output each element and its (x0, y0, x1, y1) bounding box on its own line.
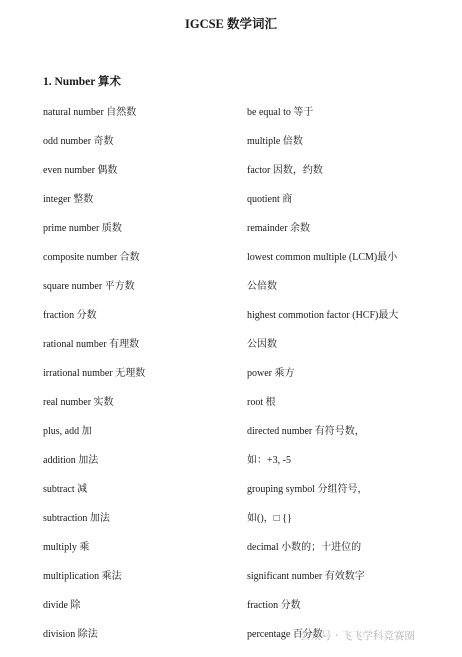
term-left: natural number 自然数 (43, 107, 137, 118)
vocabulary-row (0, 306, 462, 335)
vocabulary-row (0, 596, 462, 625)
term-left: square number 平方数 (43, 281, 135, 292)
term-right: percentage 百分数 (247, 629, 323, 640)
vocabulary-row (0, 277, 462, 306)
vocabulary-row (0, 364, 462, 393)
term-right: remainder 余数 (247, 223, 311, 234)
term-left: addition 加法 (43, 455, 99, 466)
watermark: 公众号 · 飞飞学科竞赛圈 (300, 630, 416, 642)
term-right: quotient 商 (247, 194, 293, 205)
term-left: subtraction 加法 (43, 513, 110, 524)
vocabulary-row (0, 538, 462, 567)
term-left: multiplication 乘法 (43, 571, 122, 582)
vocabulary-row (0, 190, 462, 219)
term-right: directed number 有符号数， (247, 426, 365, 437)
document-title: IGCSE 数学词汇 (184, 17, 278, 31)
term-left: divide 除 (43, 600, 81, 611)
term-right: fraction 分数 (247, 600, 301, 611)
term-left: odd number 奇数 (43, 136, 114, 147)
term-left: real number 实数 (43, 397, 114, 408)
vocabulary-row (0, 567, 462, 596)
vocabulary-list (0, 103, 462, 654)
term-left: composite number 合数 (43, 252, 140, 263)
term-left: multiply 乘 (43, 542, 90, 553)
term-left: plus, add 加 (43, 426, 92, 437)
vocabulary-row (0, 509, 462, 538)
term-right: decimal 小数的；十进位的 (247, 542, 362, 553)
term-left: rational number 有理数 (43, 339, 140, 350)
term-right: be equal to 等于 (247, 107, 314, 118)
vocabulary-row (0, 132, 462, 161)
term-left: division 除法 (43, 629, 98, 640)
term-right: significant number 有效数字 (247, 571, 365, 582)
vocabulary-row (0, 103, 462, 132)
vocabulary-row (0, 335, 462, 364)
term-right: 公倍数 (247, 281, 277, 292)
term-right: multiple 倍数 (247, 136, 303, 147)
vocabulary-row (0, 393, 462, 422)
term-left: fraction 分数 (43, 310, 97, 321)
term-right: factor 因数，约数 (247, 165, 323, 176)
term-left: even number 偶数 (43, 165, 118, 176)
term-right: 公因数 (247, 339, 277, 350)
term-right: grouping symbol 分组符号， (247, 484, 368, 495)
term-right: 如：+3, -5 (247, 455, 291, 466)
term-right: root 根 (247, 397, 276, 408)
term-right: power 乘方 (247, 368, 295, 379)
term-left: integer 整数 (43, 194, 94, 205)
term-left: prime number 质数 (43, 223, 122, 234)
vocabulary-row (0, 161, 462, 190)
term-right: highest commotion factor (HCF)最大 (247, 310, 399, 321)
term-right: 如()，□ {} (247, 513, 292, 524)
vocabulary-row (0, 248, 462, 277)
term-right: lowest common multiple (LCM)最小 (247, 252, 398, 263)
vocabulary-row (0, 422, 462, 451)
vocabulary-row (0, 480, 462, 509)
vocabulary-row (0, 219, 462, 248)
term-left: irrational number 无理数 (43, 368, 146, 379)
vocabulary-row (0, 451, 462, 480)
section-heading: 1. Number 算术 (43, 76, 122, 88)
term-left: subtract 减 (43, 484, 88, 495)
